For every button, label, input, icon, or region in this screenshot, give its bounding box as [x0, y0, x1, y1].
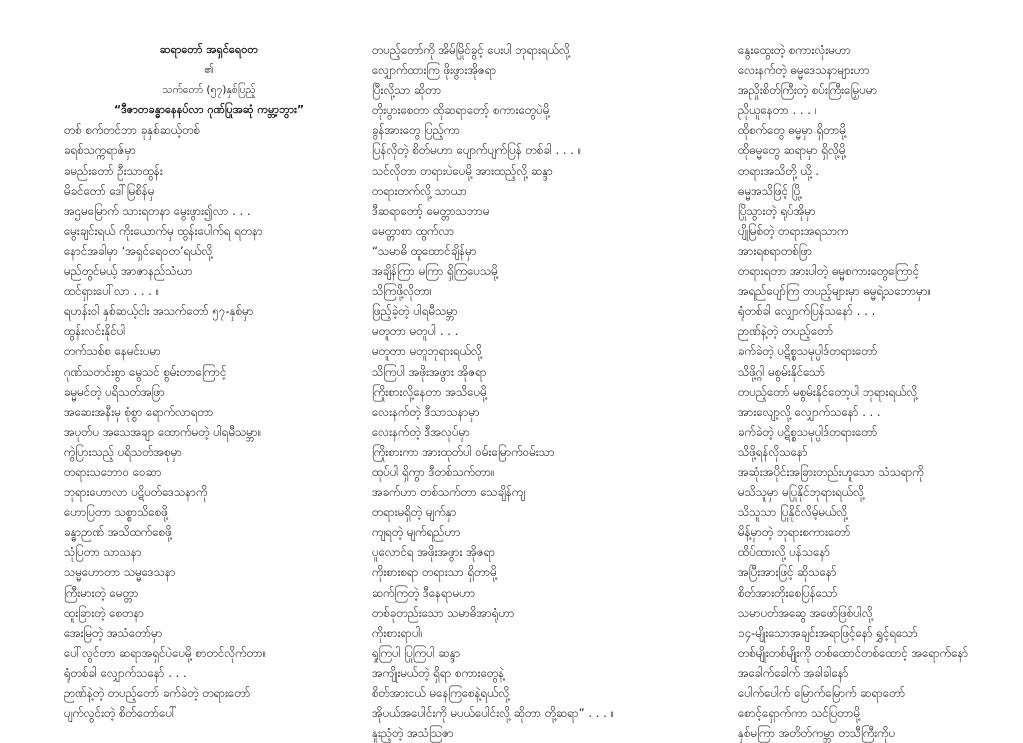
verse-line: ခွန်အားတွေ ပြည့်ကာ — [372, 123, 461, 138]
verse-line: အပြီးအားဖြင့် ဆိုသနော် — [738, 565, 837, 580]
column-3 — [738, 40, 998, 743]
verse-line: ထိုဓမ္မတွေ ဆရာမှာ ရှိလို့မို့ — [738, 143, 846, 158]
verse-line: လေးနက်တဲ့ ဓမ္မဒေသနာများဟာ — [738, 63, 870, 78]
verse-line-bulleted: • နူးညံ့တဲ့ အသံဩဇာ — [372, 723, 702, 743]
verse-line: ညိုယူနေတာ . . . ၊ — [738, 103, 817, 118]
verse-line-bulleted: • အခက်ဟာ တစ်သက်တာ သေချိန်ကျ — [372, 482, 702, 502]
verse-line: လေးနက်တဲ့ ဒီသာသနာမှာ — [372, 404, 480, 419]
verse-line: အဌမမြောက် သားရတနာ မွေးဖွား၍လာ . . . — [64, 203, 251, 218]
verse-line: ပျက်လွင်းတဲ့ စိတ်တော်ပေါ် — [64, 706, 178, 721]
verse-line: ကိုးစားစရာ တရားသာ ရှိတာမို့ — [372, 565, 497, 580]
verse-line: မသိသူမှာ မပြုနိုင်ဘုရားရယ်လို့ — [738, 485, 865, 500]
verse-line: အခေါက်ခေါက် အခါခါနော် — [738, 665, 849, 680]
header-title: ဆရာတော် အရှင်ရေဝတ — [159, 43, 259, 56]
verse-line: ပြိုသွားတဲ့ ရုပ်အိုမှာ — [738, 203, 816, 218]
verse-line: သိကြပါ အဖိုးအဖွား အိုဇရာ — [372, 364, 487, 379]
verse-line: သိသူသာ ပြုနိုင်လိမ့်မယ်လို့ — [738, 505, 848, 520]
verse-line: ဓမ္မအသိဖြင့် ပြို့ — [738, 183, 803, 198]
verse-line: ရှုကြပါ ပြုကြပါ ဆန္ဒာ — [372, 645, 461, 660]
verse-line: လေးနက်တဲ့ ဒီအလုပ်မှာ — [372, 424, 470, 439]
verse-line: ၁၄-မျိုးသောအချင်းအရာဖြင့်နော် ရွှင့်ရသော် — [738, 625, 918, 640]
verse-line: ခရစ်သက္ကရာဇ်မှာ — [64, 143, 136, 158]
verse-line: ပျိုမြစ်တဲ့ တရားအရသာက — [738, 223, 849, 238]
verse-line: ထုပ်ပါ ရှိကွာ ဒီတစ်သက်တာ။ — [372, 464, 495, 479]
verse-line: အေးမြတဲ့ အသံတော်မှာ — [64, 625, 163, 640]
verse-line: တရားရတာ အားပါတဲ့ ဓမ္မစကားတွေကြောင့် — [738, 264, 920, 279]
verse-line: မတူတာ မတူဘုရားရယ်လို့ — [372, 344, 482, 359]
verse-line: ကြီးမားတဲ့ မေတ္တာ — [64, 585, 139, 600]
header-age-line: သက်တော် (၅၇)နှစ်ပြည့် — [162, 84, 256, 97]
verse-line: သိဖို့ဂ္ဂါ မစွမ်းနိုင်သော် — [738, 364, 826, 379]
verse-line: လျှောက်ထားကြ ဖိုးဖွားအိုဇရာ — [372, 63, 497, 78]
verse-line: ကြိုးစားလို့နေတာ အသိပေမို့ — [372, 384, 487, 399]
verse-line: တရားအသိတို့ ယို့ . — [738, 163, 820, 178]
verse-line: ခန္ဓာဉာဏ် အသိထက်စေဖို့ — [64, 525, 172, 540]
verse-line: ထင်ရှားပေါ်လာ . . . ။ — [64, 284, 160, 299]
verse-line: မိခင်တော် ဒေါ်မြစိန်မှ — [64, 183, 155, 198]
verse-line: အကျိုးမယ်တဲ့ ရှိရာ စကားတွေနဲ့ — [372, 665, 505, 680]
verse-line: တပည့်တော်ကို အိမ်မြိုင်ခွင့် ပေးပါ ဘုရားရယ်လို့ — [372, 43, 570, 57]
verse-line-bulleted: • ရဟန်းဝါ နှစ်ဆယ့်ငါး အသက်တော် ၅၇-နှစ်မှာ — [64, 301, 354, 321]
verse-line: ဉာဏ်နဲ့တဲ့ တပည့်တော် ခက်ခဲတဲ့ တရားတော် — [64, 686, 251, 700]
verse-line: တစ်မျိုးတစ်မျိုးကို တစ်ထောင်တစ်ထောင့် အရောက်နော် — [738, 645, 969, 660]
verse-line: မည်တွင်မယ့် အာဇာနည်သံဃာ — [64, 264, 193, 279]
verse-line: ဖြည့်ခဲ့တဲ့ ပါရမီသမ္ဘာ — [372, 304, 458, 319]
verse-line: အဆေးအနီးမှ စုံစွာ ရောက်လာရတာ — [64, 404, 214, 419]
verse-line: ခက်ခဲတဲ့ ပဋိစ္စသမုပ္ပါဒ်တရားတော် — [738, 424, 878, 439]
verse-line: တိုးပွားစေတာ ထိုဆရာတော့် စကားတွေပဲမို့ — [372, 103, 550, 118]
header-possessive: ၏ — [204, 64, 214, 77]
verse-line: ထူးခြားတဲ့ စေတနာ — [64, 605, 145, 620]
column-2 — [372, 40, 702, 743]
verse-line: ပေါက်ပေါက် မြောက်မြောက် ဆရာတော် — [738, 686, 906, 700]
verse-line: တရားမရှိတဲ့ မျက်နှာ — [372, 505, 457, 520]
verse-line-bulleted: • ရုံတစ်ခါ လျှောက်ပြန်သနော် . . . — [738, 301, 998, 321]
header-poem-title: “ဒီဇာတခန္ဓာနေနပ်လာ ဂုဏ်ပြုအဆုံ ကမ္ဘာ့ဘွား” — [113, 103, 305, 117]
verse-line: ပေါ်လွင်တာ ဆရာအရှင်ပဲပေမို့ စာတင်လိုက်တာ။ — [64, 645, 267, 660]
verse-line: နှစ်မကြာ အတိတ်ကမ္ဘာ တသီကြီးကိုပ — [738, 726, 896, 741]
verse-line: မေတ္တာစာ ထွက်လာ — [372, 223, 455, 238]
verse-line: အရည်ပျော်ကြ တပည့်များမှာ ဓမ္မရဲ့သဘောမှာ။ — [738, 284, 932, 299]
verse-line-bulleted: • သင်လိုတာ တရားပဲပေမို့ အားထည့်လို့ ဆန္ဒာ — [372, 161, 702, 181]
verse-line: တရားတက်လို့ သာယာ — [372, 183, 467, 198]
verse-line: သမ္မဟောတာ သမ္မဒေသနာ — [64, 565, 176, 580]
verse-line: အားလျော့လို့ လျှောက်သနော် . . . — [738, 404, 881, 419]
verse-line: အိုပယ်အပေါင်းကို မပယ်ပေါင်းလို့ ဆိုတာ တို့ဆရာ” . . . ။ — [372, 706, 614, 721]
verse-line: ဘုရားဟောလာ ပဋိပတ်ဒေသနာကို — [64, 485, 208, 500]
verse-line: ပြီးလို့သာ ဆိုတာ — [372, 83, 442, 98]
verse-line: အချိန်ကြာ မကြာ ရှိကြပေသမို့ — [372, 264, 498, 279]
verse-line: ခမ္မမင်တဲ့ ပရိသတ်အဖြာ — [64, 384, 165, 399]
verse-line: စိတ်အားတိုးစေပြန်သော် — [738, 585, 838, 600]
verse-line: ဂုဏ်သတင်းစွာ မွေသင် စွမ်းတာကြောင့် — [64, 364, 227, 379]
verse-line: ခက်ခဲတဲ့ ပဋိစ္စသမုပ္ပါဒ်တရားတော် — [738, 344, 878, 359]
verse-line: သုံပြတာ သာသနာ — [64, 545, 142, 560]
verse-line: စောင့်ရှောက်ကာ သင်ပြတာမို့ — [738, 706, 860, 721]
column-1-verses — [64, 120, 354, 723]
verse-line: ကျရတဲ့ မျက်ရည်ဟာ — [372, 525, 461, 540]
verse-line: အညှိုးစိတ်ကြီးတဲ့ စပ်းကြီးမြှေပမာ — [738, 83, 878, 98]
verse-line: ဆက်ကြတဲ့ ဒီနေရာမဟာ — [372, 585, 476, 600]
verse-line: အဆုံးအပိုင်းအခြားတည်းဟူသော သံသရာကို — [738, 464, 924, 479]
verse-line: ပြန်လိုတဲ့ စိတ်မဟာ ပျောက်ပျက်ပြန် တစ်ခါ . . . ။ — [372, 143, 582, 158]
verse-line: မွေးချင်းရယ် ကိုးယောက်မှ ထွန်းပေါက်ရ ရတနာ — [64, 223, 263, 238]
verse-line: ဒီဆရာတော့် မေတ္တာသဘာမ — [372, 203, 490, 218]
verse-line-bulleted: • တစ် စက်တင်ဘာ ခုနှစ်ဆယ့်တစ် — [64, 120, 354, 140]
verse-line: တပည့်တော် မစွမ်းနိုင်တော့ပါ ဘုရားရယ်လို့ — [738, 384, 918, 399]
verse-line: စိတ်အားငယ် မနေကြစေနဲ့ရယ်လို့ — [372, 686, 510, 700]
verse-line-bulleted: • ကွဲပြားသည့် ပရိသတ်အစုမှာ — [64, 442, 354, 462]
verse-line: ပူလောင်ရ အဖိုးအဖွား အိုဇရာ — [372, 545, 496, 560]
verse-line: ဉာဏ်နဲ့တဲ့ တပည့်တော် — [738, 324, 834, 339]
verse-line: ထိပ်ထားလို့ ပန်သနော် — [738, 545, 831, 560]
verse-line: မိန့်မှာတဲ့ ဘုရားစကားတော် — [738, 525, 851, 540]
verse-line: တရားသဘောဝ ဝေဆာ — [64, 464, 162, 479]
verse-line: ခမည်းတော် ဦးသာထွန်း — [64, 163, 163, 178]
verse-line: ကြိုးစားကာ အားထုတ်ပါ ဝမ်းမြောက်ဝမ်းသာ — [372, 444, 555, 459]
verse-line: ကိုးစားရာပါ၊ — [372, 625, 423, 640]
verse-line: သမာပတ်အဆွေ အဖော်ဖြစ်ပါလို့ — [738, 605, 873, 620]
verse-line: ထွန်းလင်းနိုင်ပါ — [64, 324, 126, 339]
verse-line: မတူတာ မတူပါ . . . — [372, 324, 459, 339]
verse-line: “သမာဓိ ထူထောင်ချိန်မှာ — [372, 243, 477, 258]
verse-line: နောင်အခါမှာ ‘အရှင်ရေဝတ’ရယ်လို့ — [64, 243, 213, 258]
verse-line: သိဖို့ရန်လိုသနော် — [738, 444, 808, 459]
column-1 — [64, 40, 354, 723]
verse-line: အားရစရာတစ်ဖြာ — [738, 243, 813, 258]
verse-line: အပုတ်ပ အသေအချာ ထောက်မတဲ့ ပါရမီသမ္ဘာ။ — [64, 424, 262, 439]
verse-line: တစ်ခုတည်းသော သမာဓိအာရုံဟာ — [372, 605, 515, 620]
verse-line-bulleted: • ရုံတစ်ခါ လျှောက်သနော် . . . — [64, 663, 354, 683]
verse-line: သိကြဖို့လိုတာ၊ — [372, 284, 432, 299]
verse-line: ထိုစက်တွေ ဓမ္မမှာ ရှိတာမို့ — [738, 123, 846, 138]
verse-line: နွေးထွေးတဲ့ စကားလုံးမဟာ — [738, 43, 851, 57]
verse-line: တက်သစ်စ နေမင်းပမာ — [64, 344, 161, 359]
verse-line: ဟောပြတာ သစ္စာသိစေဖို့ — [64, 505, 168, 520]
